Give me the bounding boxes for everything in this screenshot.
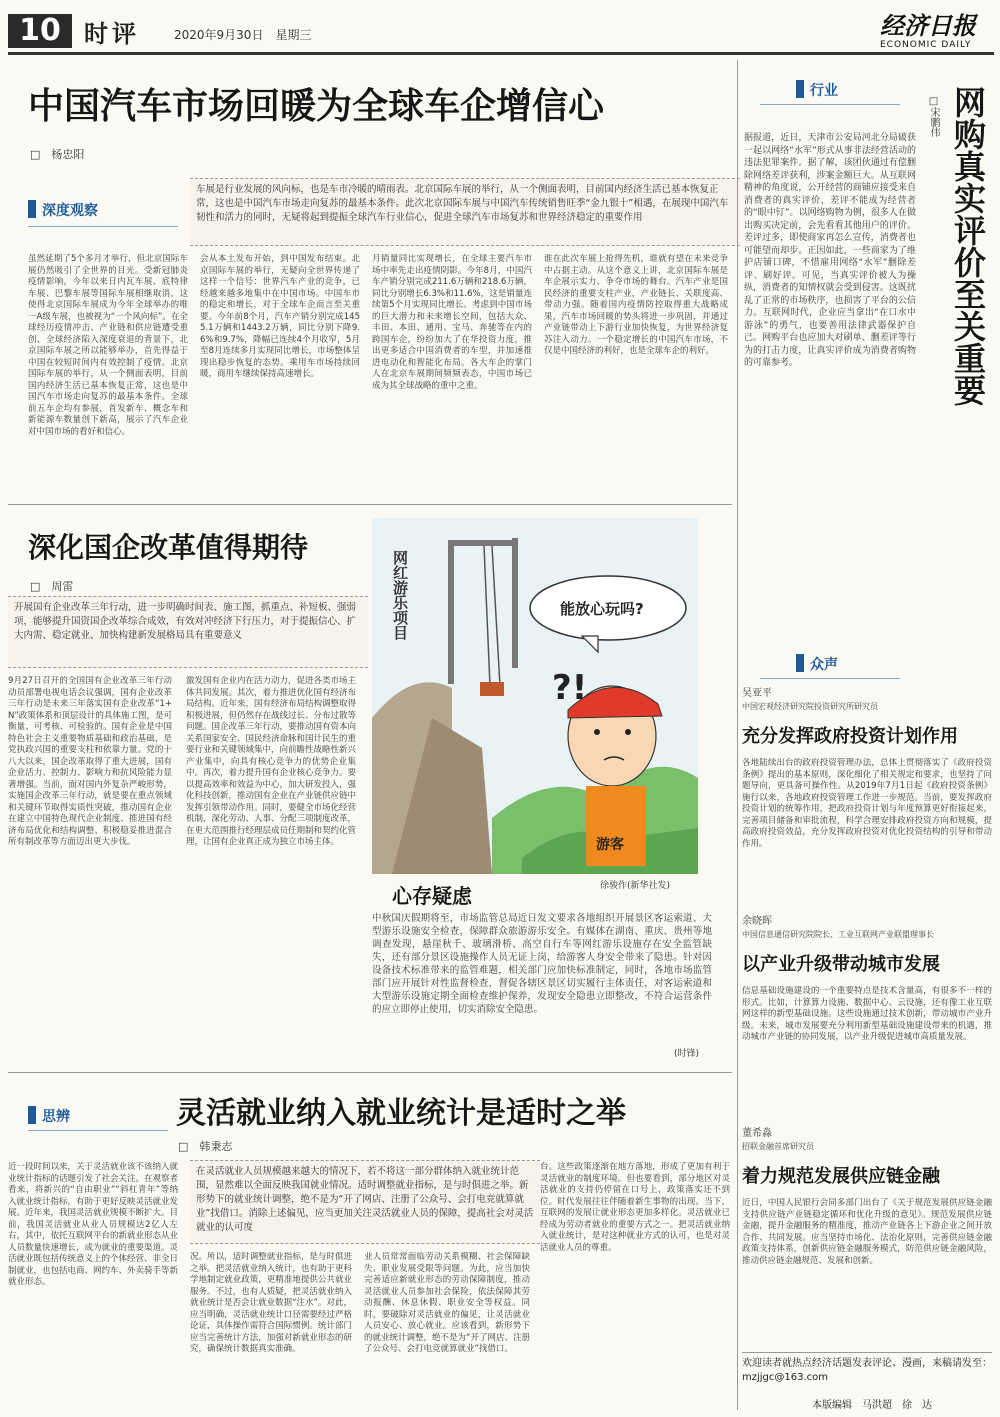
main-article-col-1: 虽然延期了5个多月才举行，但北京国际车展仍然吸引了全世界的目光。受新冠肺炎疫情影响，今年以来日内瓦车展、底特律车展、巴黎车展等国际车展相继取消，这使得北京国际车展成为今年全球举办的唯一A级车展，也被视为“一个风向标”。在全球经历疫情冲击、产业链和供应链遭受重创、全球经济陷入深度衰退的背景下，北京国际车展之所以能够举办，首先得益于中国在较短时间内有效控制了疫情。北京国际车展的举行，从一个侧面表明，目前国内经济生活已基本恢复正常，这也是中国汽车市场走向复苏的最基本条件。全球前五车企均有参展，首发新车、概念车和新能源车数量创下新高，展示了汽车企业对中国市场的看好和信心。 [28, 254, 188, 437]
divider [8, 504, 732, 505]
cartoon-caption-title: 心存疑虑 [392, 884, 472, 908]
column-tag-debate: 思辨 [28, 1106, 70, 1126]
employment-article-lead: 在灵活就业人员规模越来越大的情况下，若不将这一部分群体纳入就业统计范围，显然难以全面反映我国就业情况。适时调整就业指标，是与时俱进之举。新形势下的就业统计调整，绝不是为“开了网店、注册了公众号、会打电竞就算就业”找借口。消除上述偏见，应当更加关注灵活就业人员的保障，提高社会对灵活就业的认可度 [190, 1160, 540, 1244]
industry-article-title: 网购真实评价至关重要 [949, 86, 987, 406]
main-article-byline: □ 杨忠阳 [30, 148, 85, 161]
main-article-col-4: 谁在此次车展上抢得先机，谁就有望在未来竞争中占据主动。从这个意义上讲，北京国际车展是车企展示实力、争夺市场的舞台。汽车产业是国民经济的重要支柱产业，产业链长、关联度高、带动力强。随着国内疫情防控取得重大战略成果，汽车市场回暖的势头将进一步巩固，并通过产业链带动上下游行业加快恢复，为世界经济复苏注入动力。一个稳定增长的中国汽车市场，不仅是中国经济的利好，也是全球车企的利好。 [544, 254, 728, 356]
voice-item [742, 1124, 992, 1350]
voice-author: 董希淼 [742, 1128, 772, 1139]
main-article-lead: 车展是行业发展的风向标，也是车市冷暖的晴雨表。北京国际车展的举行，从一个侧面表明，目前国内经济生活已基本恢复正常，这也是中国汽车市场走向复苏的最基本条件。此次北京国际车展与中国汽车传统销售旺季“金九银十”相遇，在展现中国汽车韧性和活力的同时，无疑将起到提振全球汽车行业信心，促进全球汽车市场复苏和世界经济稳定的重要作用 [190, 178, 740, 246]
newspaper-logo-en: ECONOMIC DAILY [880, 40, 972, 50]
cartoon-caption-signature: (时锋) [674, 1049, 700, 1059]
main-article-title: 中国汽车市场回暖为全球车企增信心 [28, 85, 605, 127]
issue-date: 2020年9月30日 星期三 [174, 28, 312, 42]
voice-author: 余晓晖 [742, 916, 772, 927]
cartoon-caption-body: 中秋国庆假期将至，市场监管总局近日发文要求各地组织开展景区客运索道、大型游乐设施安全检查，保障群众旅游游乐安全。有媒体在湖南、重庆、贵州等地调查发现，悬崖秋千、玻璃滑桥、高空自行车等网红游乐设施存在安全监管缺失，还有部分景区设施操作人员无证上岗，给游客人身安全带来了隐患。针对因设备技术标准带来的监管难题，相关部门应加快标准制定，同时，各地市场监管部门应开展针对性监督检查，督促各辖区景区切实履行主体责任，对客运索道和大型游乐设施定期全面检查维护保养，发现安全隐患立即整改，不符合运营条件的应立即停止使用，切实消除安全隐患。 [372, 913, 712, 1015]
voice-body: 近日，中国人民银行会同多部门出台了《关于规范发展供应链金融 支持供应链产业链稳定循环和优化升级的意见》。规范发展供应链金融，提升金融服务的精准度，推动产业链各上下游企业之间开放合作、共同发展。应当坚持市场化、法治化原则，完善供应链金融政策支持体系，创新供应链金融服务模式，防范供应链金融风险，推动供应链金融规范、发展和创新。 [742, 1198, 992, 1266]
main-article-col-3: 月销量同比实现增长，在全球主要汽车市场中率先走出疫情阴影。今年8月，中国汽车产销分别完成211.6万辆和218.6万辆，同比分别增长6.3%和11.6%，这是销量连续第5个月实现同比增长。考虑到中国市场的巨大潜力和未来增长空间，包括大众、丰田、本田、通用、宝马、奔驰等在内的跨国车企，纷纷加大了在华投资力度，推出更多适合中国消费者的车型，并加速推进电动化和智能化布局。各大车企的掌门人在北京车展期间频频表态，中国市场已成为其全球战略的重中之重。 [372, 254, 532, 391]
page-header [0, 0, 1000, 52]
voice-body: 各地陆续出台的政府投资管理办法，总体上贯彻落实了《政府投资条例》提出的基本原则，深化细化了相关规定和要求，也坚持了问题导向，更具备可操作性。从2019年7月1日起《政府投资条例》施行以来，各地政府投资管理工作进一步规范。当前，要发挥政府投资计划的统筹作用，把政府投资计划与年度预算更好衔接起来，完善项目储备和审批流程，科学合理安排政府投资方向和规模，提高政府投资效益，充分发挥政府投资对优化投资结构的引导和带动作用。 [742, 758, 992, 849]
column-tag-industry: 行业 [796, 80, 838, 100]
employment-article-byline: □ 韩秉志 [178, 1140, 233, 1153]
page-number: 10 [8, 14, 72, 48]
column-divider [737, 60, 738, 1410]
soe-article-title: 深化国企改革值得期待 [28, 531, 309, 564]
page-editors: 本版编辑 马洪超 徐 达 [812, 1400, 932, 1411]
column-tag-underline [760, 678, 900, 679]
cartoon-speech-bubble: 能放心玩吗? [560, 600, 644, 618]
cartoon-exclaim-marks: ?! [552, 668, 588, 708]
voice-title: 着力规范发展供应链金融 [742, 1166, 940, 1187]
soe-article-byline: □ 周雷 [30, 580, 74, 593]
soe-article-lead: 开展国有企业改革三年行动，进一步明确时间表、施工图，抓重点、补短板、强弱项，能够提升国资国企改革综合成效，有效对冲经济下行压力，对于提振信心、扩大内需、稳定就业、加快构建新发展格局具有重要意义 [8, 596, 368, 668]
column-tag-underline [28, 226, 178, 227]
voice-affiliation: 中国宏观经济研究院投资研究所研究员 [742, 702, 878, 711]
cartoon-illustration [372, 518, 698, 874]
soe-article-col-2: 激发国有企业内在活力动力，促进各类市场主体共同发展。其次，着力推进优化国有经济布局结构。近年来，国有经济布局结构调整取得积极进展，但仍然存在战线过长、分布过散等问题。国企改革三年行动，要推动国有资本向关系国家安全、国民经济命脉和国计民生的重要行业和关键领域集中，向前瞻性战略性新兴产业集中，向具有核心竞争力的优势企业集中。再次，着力提升国有企业核心竞争力。要以提高效率和效益为中心，加大研发投入，强化科技创新，推动国有企业在产业链供应链中发挥引领带动作用。同时，要健全市场化经营机制，深化劳动、人事、分配三项制度改革，在更大范围推行经理层成员任期制和契约化管理，让国有企业真正成为独立市场主体。 [186, 676, 356, 847]
footer-notice: 欢迎读者就热点经济话题发表评论、漫画，来稿请发至：mzjjgc@163.com [742, 1352, 992, 1385]
employment-article-col-2: 况。所以，适时调整就业指标，是与时俱进之举。把灵活就业纳入统计，也有助于更科学地制定就业政策，更精准地提供公共就业服务。不过，也有人质疑，把灵活就业纳入就业统计是否会让就业数据“注水”。对此，应当明确，灵活就业统计口径需要经过严格论证，具体操作需符合国际惯例。统计部门应当完善统计方法，加强对新就业形态的研究，确保统计数据真实准确。 [190, 1252, 352, 1354]
section-title: 时评 [84, 20, 140, 48]
newspaper-logo: 经济日报 [880, 11, 976, 40]
voice-affiliation: 招联金融首席研究员 [742, 1142, 814, 1151]
cartoon-tourist-badge: 游客 [596, 837, 624, 853]
header-rule [8, 52, 994, 55]
cartoon-drawing [372, 518, 698, 874]
main-article-col-2: 会从本土发布开始，到中国发布结束。北京国际车展的举行，无疑向全世界传递了这样一个信号：世界汽车产业的竞争，已经越来越多地集中在中国市场。中国车市的稳定和增长，对于全球车企而言至关重要。今年前8个月，汽车产销分别完成1455.1万辆和1443.2万辆，同比分别下降9.6%和9.7%，降幅已连续4个月收窄，5月至8月连续多月实现同比增长，市场整体呈现出稳步恢复的态势。乘用车市场持续回暖，商用车继续保持高速增长。 [200, 254, 360, 379]
employment-article-col-4: 台。这些政策逐渐在地方落地，形成了更加有利于灵活就业的制度环境。但也要看到，部分地区对灵活就业的支持仍停留在口号上，政策落实还不到位。时代发展往往伴随着新生事物的出现。当下，互联网的发展让就业形态更加多样化。灵活就业已经成为劳动者就业的重要方式之一。把灵活就业纳入就业统计，是对这种就业方式的认可，也是对灵活就业人员的尊重。 [540, 1162, 730, 1253]
column-tag-underline [760, 104, 900, 105]
voice-title: 以产业升级带动城市发展 [742, 954, 940, 975]
voice-title: 充分发挥政府投资计划作用 [742, 726, 958, 747]
voice-author: 吴亚平 [742, 688, 772, 699]
voice-body: 信息基础设施建设的一个重要特点是技术含量高，有很多不一样的形式。比如，计算算力设施、数据中心、云设施，还有像工业互联网这样的新型基础设施。这些设施通过技术创新，带动城市产业升级。未来，城市发展要充分利用新型基础设施建设带来的机遇，推动城市产业链的协同发展，以产业升级促进城市高质量发展。 [742, 986, 992, 1042]
column-tag-underline [28, 1130, 168, 1131]
voice-affiliation: 中国信息通信研究院院长、工业互联网产业联盟理事长 [742, 930, 934, 939]
column-tag-voices: 众声 [796, 654, 838, 674]
cartoon-credit: 徐骏作(新华社发) [600, 881, 671, 891]
voice-item [742, 912, 992, 1106]
employment-article-col-3: 业人员常常面临劳动关系模糊、社会保障缺失、职业发展受限等问题。为此，应当加快完善适应新就业形态的劳动保障制度，推动灵活就业人员参加社会保险，依法保障其劳动报酬、休息休假、职业安全等权益。同时，要破除对灵活就业的偏见，让灵活就业人员安心、放心就业。应该看到，新形势下的就业统计调整，绝不是为“开了网店、注册了公众号、会打电竞就算就业”找借口。 [364, 1252, 530, 1354]
employment-article-col-1: 近一段时间以来，关于灵活就业该不该纳入就业统计指标的话题引发了社会关注。在观察者看来，将新兴的“自由职业”“斜杠青年”等纳入就业统计指标，有助于更好反映灵活就业发展。近年来，我国灵活就业规模不断扩大。目前，我国灵活就业从业人员规模达2亿人左右，其中，依托互联网平台的新就业形态从业人员数量快速增长，成为就业的重要渠道。灵活就业既包括传统意义上的个体经营、非全日制就业，也包括电商、网约车、外卖骑手等新就业形态。 [8, 1162, 178, 1287]
employment-article-title: 灵活就业纳入就业统计是适时之举 [176, 1096, 626, 1131]
column-tag-depth: 深度观察 [28, 200, 98, 220]
cartoon-vertical-label: 网红游乐项目 [391, 550, 409, 640]
soe-article-col-1: 9月27日召开的全国国有企业改革三年行动动员部署电视电话会议强调，国有企业改革三年行动是未来三年落实国有企业改革“1+N”政策体系和顶层设计的具体施工图，是可衡量、可考核、可检验的。国有企业是中国特色社会主义重要物质基础和政治基础，是党执政兴国的重要支柱和依靠力量。党的十八大以来，国企改革取得了重大进展，国有企业活力、控制力、影响力和抗风险能力显著增强。当前，面对国内外复杂严峻形势，实施国企改革三年行动，就是要在重点领域和关键环节取得实质性突破，推动国有企业在建立中国特色现代企业制度、推进国有经济布局优化和结构调整、积极稳妥推进混合所有制改革等方面迈出更大步伐。 [8, 676, 172, 847]
industry-article-author: □宋鹏伟 [928, 96, 939, 137]
voice-item [742, 684, 992, 878]
divider [8, 1072, 732, 1073]
industry-article-body: 据报道，近日，天津市公安局河北分局破获一起以网络“水军”形式从事非法经营活动的违法犯罪案件。据了解，该团伙通过有偿删除网络差评获利，涉案金额巨大。从互联网精神的角度说，公开经营的商铺应接受来自消费者的真实评价，差评不能成为经营者的“眼中钉”。以网络购物为例，很多人在做出购买决定前，会先看看其他用户的评价。差评过多，即使商家再怎么宣传，消费者也可能望而却步。正因如此，一些商家为了维护店铺口碑，不惜雇用网络“水军”删除差评、刷好评。可见，当真实评价被人为操纵，消费者的知情权就会受到侵害。这既扰乱了正常的市场秩序，也损害了平台的公信力。互联网时代，企业应当拿出“在口水中游泳”的勇气，也要善用法律武器保护自己。网购平台也应加大对刷单、删差评等行为的打击力度，让真实评价成为消费者购物的可靠参考。 [744, 133, 916, 368]
submission-email[interactable]: mzjjgc@163.com [742, 1372, 829, 1383]
